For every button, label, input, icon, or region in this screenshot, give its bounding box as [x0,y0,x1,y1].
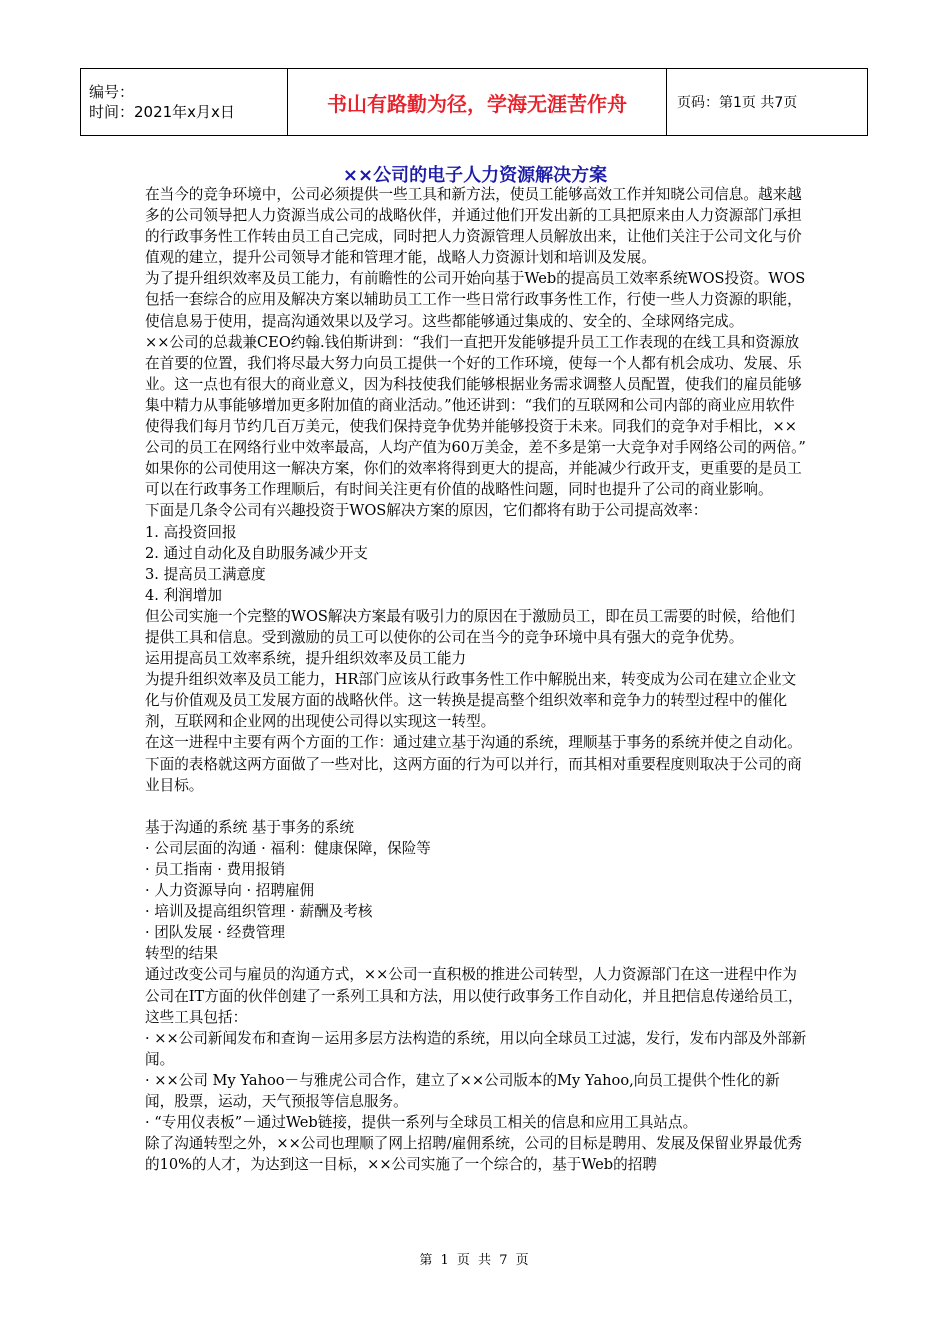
body-paragraph: 3. 提高员工满意度 [145,565,266,583]
body-paragraph: 为提升组织效率及员工能力，HR部门应该从行政事务性工作中解脱出来，转变成为公司在建立企业文化与价值观及员工发展方面的战略伙伴。这一转换是提高整个组织效率和竞争力的转型过程中的催化剂，互联网和企业网的出现使公司得以实现这一转型。 [145,671,797,731]
body-paragraph: 2. 通过自动化及自助服务减少开支 [145,544,368,562]
header-meta-cell [81,69,288,136]
body-paragraph: 1. 高投资回报 [145,523,237,541]
body-paragraph: 运用提高员工效率系统，提升组织效率及员工能力 [145,650,467,668]
page-footer: 第 1 页 共 7 页 [419,1253,531,1268]
body-paragraph: · ××公司 My Yahoo－与雅虎公司合作，建立了××公司版本的My Yahoo,向员工提供个性化的新闻，股票，运动，天气预报等信息服务。 [145,1071,780,1111]
body-paragraph: · 公司层面的沟通 · 福利：健康保障，保险等 [145,839,431,857]
body-paragraph: 基于沟通的系统 基于事务的系统 [145,818,354,836]
header-table [80,68,868,136]
body-paragraph: · 员工指南 · 费用报销 [145,861,285,878]
body-paragraph: 除了沟通转型之外，××公司也理顺了网上招聘/雇佣系统，公司的目标是聘用、发展及保留业界最优秀的10%的人才，为达到这一目标，××公司实施了一个综合的，基于Web的招聘 [145,1135,802,1174]
body-paragraph: 为了提升组织效率及员工能力，有前瞻性的公司开始向基于Web的提高员工效率系统WOS投资。WOS包括一套综合的应用及解决方案以辅助员工工作一些日常行政事务性工作，行使一些人力资源的职能，使信息易于使用，提高沟通效果以及学习。这些都能够通过集成的、安全的、全球网络完成。 [145,270,806,330]
body-paragraph: · 团队发展 · 经费管理 [145,924,285,942]
body-paragraph: ××公司的总裁兼CEO约翰.钱伯斯讲到：“我们一直把开发能够提升员工工作表现的在线工具和资源放在首要的位置，我们将尽最大努力向员工提供一个好的工作环境，使每一个人都有机会成功、发展、乐业。这一点也有很大的商业意义，因为科技使我们能够根据业务需求调整人员配置，使我们的雇员能够集中精力从事能够增加更多附加值的商业活动。”他还讲到：“我们的互联网和公司内部的商业应用软件使得我们每月节约几百万美元，使我们保持竞争优势并能够投资于未来。同我们的竞争对手相比，××公司的员工在网络行业中效率最高，人均产值为60万美金，差不多是第一大竞争对手网络公司的两倍。” [145,333,806,457]
body-paragraph: 如果你的公司使用这一解决方案，你们的效率将得到更大的提高，并能减少行政开支，更重要的是员工可以在行政事务工作理顺后，有时间关注更有价值的战略性问题，同时也提升了公司的商业影响。 [145,460,802,499]
body-paragraph: 在当今的竞争环境中，公司必须提供一些工具和新方法，使员工能够高效工作并知晓公司信息。越来越多的公司领导把人力资源当成公司的战略伙伴，并通过他们开发出新的工具把原来由人力资源部门承担的行政事务性工作转由员工自己完成，同时把人力资源管理人员解放出来，让他们关注于公司文化与价值观的建立，提升公司领导才能和管理才能，战略人力资源计划和培训及发展。 [145,186,802,267]
body-paragraph [145,796,807,817]
body-paragraph: 通过改变公司与雇员的沟通方式，××公司一直积极的推进公司转型，人力资源部门在这一进程中作为公司在IT方面的伙伴创建了一系列工具和方法，用以使行政事务工作自动化，并且把信息传递给员工，这些工具包括： [145,966,803,1026]
document-number-label: 编号： [89,83,135,101]
header-page-info: 页码：第1页 共7页 [667,69,868,136]
document-title: ××公司的电子人力资源解决方案 [342,165,608,186]
document-body [145,184,807,1175]
body-paragraph: · “专用仪表板”－通过Web链接，提供一系列与全球员工相关的信息和应用工具站点。 [145,1114,698,1132]
body-paragraph: 4. 利润增加 [145,586,222,604]
body-paragraph: · 培训及提高组织管理 · 薪酬及考核 [145,903,373,921]
header-motto: 书山有路勤为径，学海无涯苦作舟 [288,69,667,136]
body-paragraph: 下面是几条令公司有兴趣投资于WOS解决方案的原因，它们都将有助于公司提高效率： [145,502,708,520]
body-paragraph: 在这一进程中主要有两个方面的工作：通过建立基于沟通的系统，理顺基于事务的系统并使之自动化。下面的表格就这两方面做了一些对比，这两方面的行为可以并行，而其相对重要程度则取决于公司的商业目标。 [145,734,802,794]
body-paragraph: 转型的结果 [145,945,218,963]
body-paragraph: · ××公司新闻发布和查询－运用多层方法构造的系统，用以向全球员工过滤，发行，发布内部及外部新闻。 [145,1029,807,1068]
body-paragraph: 但公司实施一个完整的WOS解决方案最有吸引力的原因在于激励员工，即在员工需要的时候，给他们提供工具和信息。受到激励的员工可以使你的公司在当今的竞争环境中具有强大的竞争优势。 [145,607,795,646]
document-time-label: 时间：2021年x月x日 [89,103,235,121]
body-paragraph: · 人力资源导向 · 招聘雇佣 [145,882,315,900]
